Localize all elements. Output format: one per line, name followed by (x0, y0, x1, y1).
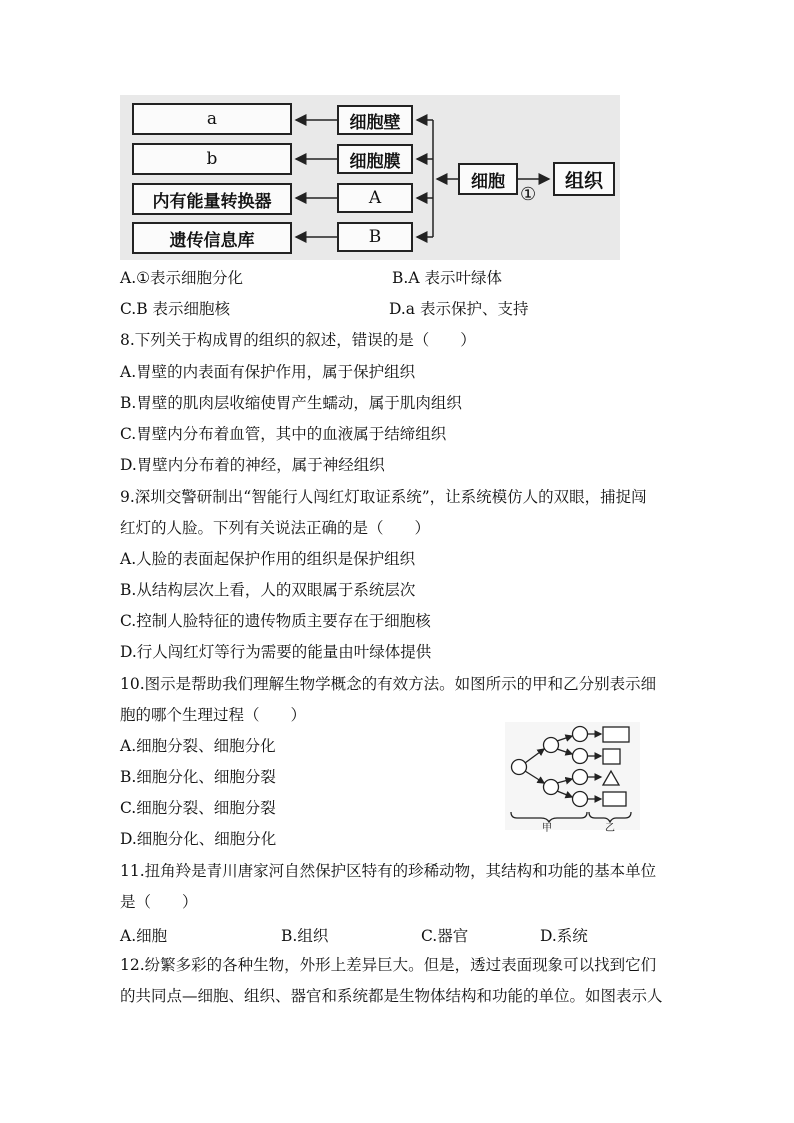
box-energy-converter: 内有能量转换器 (132, 183, 292, 215)
q7-option-D: D.a 表示保护、支持 (389, 300, 529, 318)
q8-option-C: C.胃壁内分布着血管，其中的血液属于结缔组织 (120, 425, 447, 443)
box-a: a (132, 103, 292, 135)
step-label: ① (520, 184, 537, 205)
q11-stem-line2: 是（ ） (120, 893, 198, 911)
box-genetic-library: 遗传信息库 (132, 222, 292, 254)
q11-stem-line1: 11.扭角羚是青川唐家河自然保护区特有的珍稀动物，其结构和功能的基本单位 (120, 862, 657, 880)
q11-option-A: A.细胞 (120, 927, 168, 945)
q9-option-B: B.从结构层次上看，人的双眼属于系统层次 (120, 581, 416, 599)
q10-option-C: C.细胞分裂、细胞分裂 (120, 799, 276, 817)
figure2-diagram (505, 722, 640, 830)
q10-option-B: B.细胞分化、细胞分裂 (120, 768, 276, 786)
q8-option-D: D.胃壁内分布着的神经，属于神经组织 (120, 456, 385, 474)
box-tissue: 组织 (553, 162, 615, 196)
label-jia: 甲 (542, 823, 552, 834)
q10-option-D: D.细胞分化、细胞分化 (120, 830, 277, 848)
label-yi: 乙 (605, 823, 615, 834)
q9-stem-line2: 红灯的人脸。下列有关说法正确的是（ ） (120, 519, 431, 537)
box-cell-membrane: 细胞膜 (337, 144, 413, 174)
box-cell-wall: 细胞壁 (337, 105, 413, 135)
q8-option-A: A.胃壁的内表面有保护作用，属于保护组织 (120, 363, 416, 381)
box-B: B (337, 222, 413, 252)
q10-stem-line1: 10.图示是帮助我们理解生物学概念的有效方法。如图所示的甲和乙分别表示细 (120, 675, 657, 693)
q9-option-C: C.控制人脸特征的遗传物质主要存在于细胞核 (120, 612, 431, 630)
box-cell: 细胞 (458, 163, 518, 195)
q11-option-B: B.组织 (281, 927, 329, 945)
q7-option-C: C.B 表示细胞核 (120, 300, 231, 318)
cell-structure-figure (120, 95, 620, 260)
q12-stem-line2: 的共同点—细胞、组织、器官和系统都是生物体结构和功能的单位。如图表示人 (120, 987, 663, 1005)
cell-process-figure (505, 722, 640, 834)
q8-option-B: B.胃壁的肌肉层收缩使胃产生蠕动，属于肌肉组织 (120, 394, 462, 412)
q10-option-A: A.细胞分裂、细胞分化 (120, 737, 276, 755)
q10-stem-line2: 胞的哪个生理过程（ ） (120, 706, 307, 724)
q9-option-A: A.人脸的表面起保护作用的组织是保护组织 (120, 550, 416, 568)
q11-option-C: C.器官 (421, 927, 469, 945)
q9-stem-line1: 9.深圳交警研制出“智能行人闯红灯取证系统”，让系统模仿人的双眼，捕捉闯 (120, 488, 647, 506)
q12-stem-line1: 12.纷繁多彩的各种生物，外形上差异巨大。但是，透过表面现象可以找到它们 (120, 956, 657, 974)
q7-option-A: A.①表示细胞分化 (120, 269, 244, 287)
q9-option-D: D.行人闯红灯等行为需要的能量由叶绿体提供 (120, 643, 432, 661)
figure1-arrows (120, 95, 620, 260)
box-b: b (132, 143, 292, 175)
q11-option-D: D.系统 (540, 927, 588, 945)
box-A: A (337, 183, 413, 213)
q8-stem: 8.下列关于构成胃的组织的叙述，错误的是（ ） (120, 331, 476, 349)
q7-option-B: B.A 表示叶绿体 (392, 269, 502, 287)
